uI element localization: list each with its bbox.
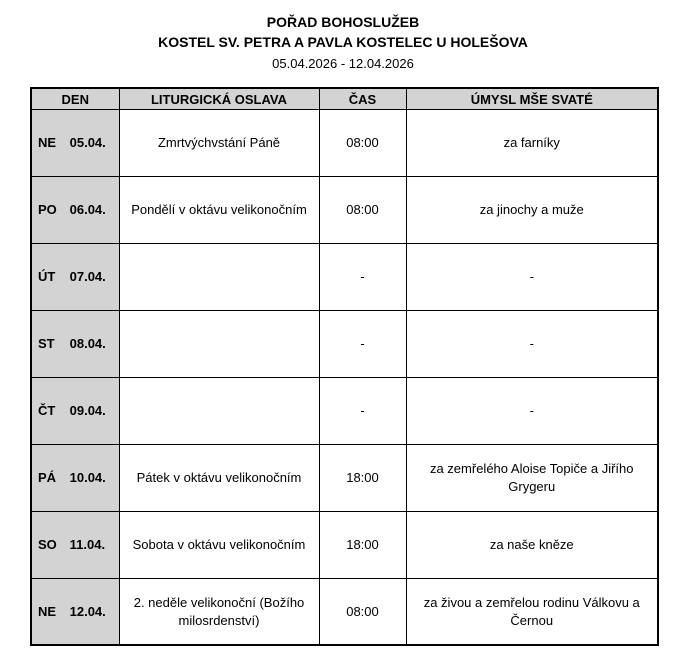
day-date: 10.04.	[69, 470, 106, 486]
day-abbr: PO	[38, 202, 57, 218]
day-cell	[31, 578, 119, 645]
date-range: 05.04.2026 - 12.04.2026	[272, 55, 414, 71]
time-cell: 08:00	[319, 109, 406, 176]
celebration-cell	[119, 377, 319, 444]
col-header-time: ČAS	[319, 88, 406, 109]
time-cell: 08:00	[319, 578, 406, 645]
day-date: 07.04.	[69, 269, 106, 285]
celebration-cell: Sobota v oktávu velikonočním	[119, 511, 319, 578]
time-cell: -	[319, 310, 406, 377]
celebration-cell: Zmrtvýchvstání Páně	[119, 109, 319, 176]
church-name: KOSTEL SV. PETRA A PAVLA KOSTELEC U HOLEŠOVA	[158, 34, 528, 51]
intention-cell: za zemřelého Aloise Topiče a Jiřího Grygeru	[406, 444, 658, 511]
day-date: 12.04.	[69, 603, 106, 619]
day-date: 09.04.	[69, 403, 106, 419]
col-header-celebration: LITURGICKÁ OSLAVA	[119, 88, 319, 109]
table-row	[31, 176, 658, 243]
time-cell: 08:00	[319, 176, 406, 243]
day-abbr: NE	[38, 603, 57, 619]
intention-cell: za farníky	[406, 109, 658, 176]
celebration-cell: Pátek v oktávu velikonočním	[119, 444, 319, 511]
day-cell	[31, 511, 119, 578]
intention-cell: -	[406, 243, 658, 310]
day-date: 06.04.	[69, 202, 106, 218]
intention-cell: za jinochy a muže	[406, 176, 658, 243]
celebration-cell	[119, 243, 319, 310]
day-cell	[31, 377, 119, 444]
time-cell: 18:00	[319, 444, 406, 511]
day-abbr: ÚT	[38, 269, 56, 285]
page-title: POŘAD BOHOSLUŽEB	[266, 14, 420, 30]
intention-cell: -	[406, 310, 658, 377]
day-date: 05.04.	[69, 135, 106, 151]
table-row	[31, 578, 658, 645]
col-header-day: DEN	[31, 88, 119, 109]
day-cell	[31, 444, 119, 511]
document-header	[0, 12, 686, 73]
day-date: 08.04.	[69, 336, 106, 352]
table-row	[31, 511, 658, 578]
day-abbr: NE	[38, 135, 57, 151]
table-row	[31, 377, 658, 444]
table-row	[31, 444, 658, 511]
table-row	[31, 243, 658, 310]
day-date: 11.04.	[69, 537, 106, 553]
intention-cell: za naše kněze	[406, 511, 658, 578]
intention-cell: -	[406, 377, 658, 444]
time-cell: 18:00	[319, 511, 406, 578]
day-cell	[31, 310, 119, 377]
day-cell	[31, 109, 119, 176]
day-abbr: SO	[38, 537, 57, 553]
day-abbr: ČT	[38, 403, 56, 419]
celebration-cell: Pondělí v oktávu velikonočním	[119, 176, 319, 243]
day-abbr: PÁ	[38, 470, 57, 486]
time-cell: -	[319, 243, 406, 310]
day-cell	[31, 243, 119, 310]
header-row	[31, 88, 658, 109]
col-header-intention: ÚMYSL MŠE SVATÉ	[406, 88, 658, 109]
day-abbr: ST	[38, 336, 55, 352]
table-row	[31, 310, 658, 377]
time-cell: -	[319, 377, 406, 444]
celebration-cell: 2. neděle velikonoční (Božího milosrdenství)	[119, 578, 319, 645]
celebration-cell	[119, 310, 319, 377]
intention-cell: za živou a zemřelou rodinu Válkovu a Černou	[406, 578, 658, 645]
schedule-table	[30, 87, 659, 646]
day-cell	[31, 176, 119, 243]
table-row	[31, 109, 658, 176]
